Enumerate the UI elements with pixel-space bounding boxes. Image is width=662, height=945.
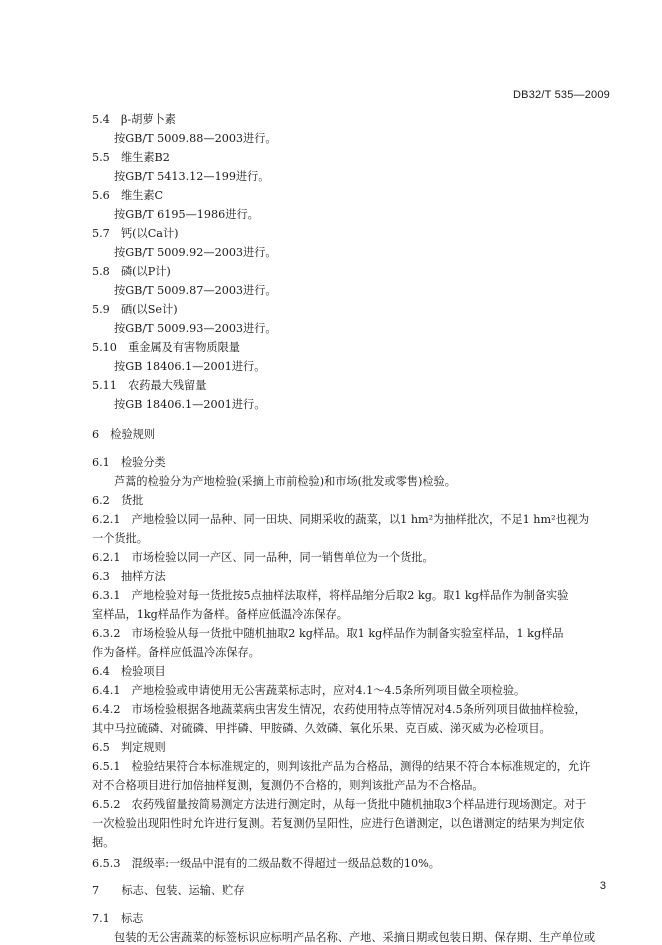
body-text: 6.5.3 混级率:一级品中混有的二级品数不得超过一级品总数的10%。 [92,857,440,870]
section-heading: 5.10 重金属及有害物质限量 [92,341,240,354]
section-heading: 5.5 维生素B2 [92,151,170,164]
body-text: 其中马拉硫磷、对硫磷、甲拌磷、甲胺磷、久效磷、氧化乐果、克百威、涕灭威为必检项目。 [92,722,551,735]
body-text: 一个货批。 [92,532,148,545]
chapter-heading: 7 标志、包装、运输、贮存 [92,884,245,897]
section-heading: 6.2 货批 [92,494,144,507]
body-text: 按GB 18406.1—2001进行。 [114,360,266,373]
body-text: 一次检验出现阳性时允许进行复测。若复测仍呈阳性，应进行色谱测定，以色谱测定的结果为判定依 [92,817,585,830]
section-heading: 5.6 维生素C [92,189,164,202]
body-text: 作为备样。备样应低温冷冻保存。 [92,646,260,659]
body-text: 6.4.1 产地检验或申请使用无公害蔬菜标志时，应对4.1～4.5条所列项目做全项检验。 [92,684,526,697]
body-text: 6.5.1 检验结果符合本标准规定的，则判该批产品为合格品，测得的结果不符合本标准规定的，允许 [92,760,591,773]
body-text: 据。 [92,836,115,849]
body-text: 按GB/T 5009.93—2003进行。 [114,322,277,335]
body-text: 按GB/T 5413.12—199进行。 [114,170,270,183]
body-text: 按GB 18406.1—2001进行。 [114,398,266,411]
body-text: 包装的无公害蔬菜的标签标识应标明产品名称、产地、采摘日期或包装日期、保存期、生产单位或 [114,931,596,944]
chapter-heading: 6 检验规则 [92,428,156,441]
body-text: 按GB/T 5009.92—2003进行。 [114,246,277,259]
body-text: 芦蒿的检验分为产地检验(采摘上市前检验)和市场(批发或零售)检验。 [114,475,456,488]
body-text: 对不合格项目进行加倍抽样复测，复测仍不合格的，则判该批产品为不合格品。 [92,779,484,792]
body-text: 按GB/T 5009.88—2003进行。 [114,132,277,145]
section-heading: 5.4 β-胡萝卜素 [92,113,176,126]
page-number: 3 [599,880,606,892]
body-text: 室样品，1kg样品作为备样。备样应低温冷冻保存。 [92,608,348,621]
section-heading: 6.5 判定规则 [92,741,166,754]
section-heading: 5.8 磷(以P计) [92,265,171,278]
body-text: 6.2.1 市场检验以同一产区、同一品种，同一销售单位为一个货批。 [92,551,434,564]
body-text: 6.2.1 产地检验以同一品种、同一田块、同期采收的蔬菜，以1 hm²为抽样批次，不足1 hm²也视为 [92,513,590,526]
body-text: 6.3.2 市场检验从每一货批中随机抽取2 kg样品。取1 kg样品作为制备实验室样品，1 kg样品 [92,627,564,640]
body-text: 6.5.2 农药残留量按简易测定方法进行测定时，从每一货批中随机抽取3个样品进行现场测定。对于 [92,798,587,811]
section-heading: 7.1 标志 [92,912,144,925]
section-heading: 5.11 农药最大残留量 [92,379,207,392]
body-text: 按GB/T 6195—1986进行。 [114,208,259,221]
body-text: 按GB/T 5009.87—2003进行。 [114,284,277,297]
section-heading: 6.4 检验项目 [92,665,166,678]
section-heading: 6.3 抽样方法 [92,570,166,583]
header-code: DB32/T 535—2009 [513,89,610,101]
section-heading: 5.9 硒(以Se计) [92,303,178,316]
section-heading: 6.1 检验分类 [92,456,166,469]
section-heading: 5.7 钙(以Ca计) [92,227,179,240]
body-text: 6.4.2 市场检验根据各地蔬菜病虫害发生情况，农药使用特点等情况对4.5条所列项目做抽样检验， [92,703,586,716]
body-text: 6.3.1 产地检验对每一货批按5点抽样法取样，将样品缩分后取2 kg。取1 kg样品作为制备实验 [92,589,569,602]
